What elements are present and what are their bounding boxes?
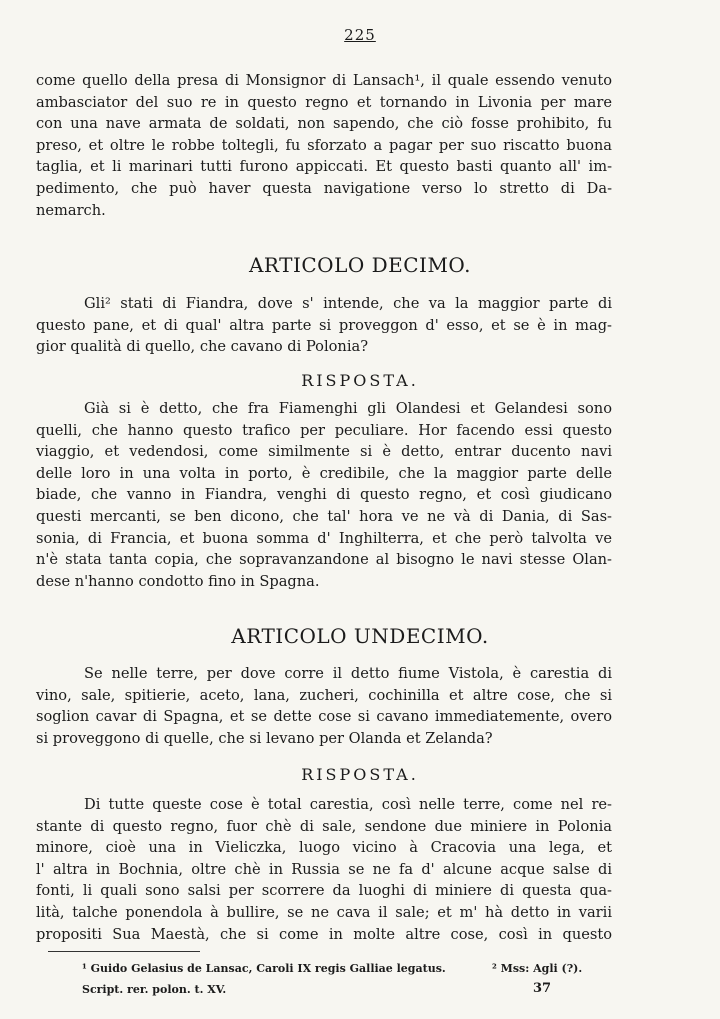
footnote-1: ¹ Guido Gelasius de Lansac, Caroli IX regis Galliae legatus.	[82, 962, 446, 975]
answer-heading: RISPOSTA.	[301, 765, 419, 784]
text-line: pedimento, che può haver questa navigatione verso lo stretto di Da-	[36, 179, 612, 197]
text-line: preso, et oltre le robbe toltegli, fu sforzato a pagar per suo riscatto buona	[36, 136, 612, 154]
text-line: gior qualità di quello, che cavano di Polonia?	[36, 338, 369, 356]
text-line: viaggio, et vedendosi, come similmente si è detto, entrar ducento navi	[36, 443, 612, 461]
answer-paragraph	[36, 398, 612, 592]
text-line: Già si è detto, che fra Fiamenghi gli Olandesi et Gelandesi sono	[84, 400, 612, 417]
text-line: dese n'hanno condotto fino in Spagna.	[36, 572, 320, 590]
text-line: Gli² stati di Fiandra, dove s' intende, che va la maggior parte di	[84, 295, 612, 312]
text-line: stante di questo regno, fuor chè di sale, sendone due miniere in Polonia	[36, 817, 612, 835]
page-number: 225	[344, 26, 376, 44]
text-line: ambasciator del suo re in questo regno et tornando in Livonia per mare	[36, 93, 612, 111]
answer-heading: RISPOSTA.	[301, 371, 419, 390]
text-line: minore, cioè una in Vieliczka, luogo vicino à Cracovia una lega, et	[36, 839, 612, 857]
text-line: biade, che vanno in Fiandra, venghi di questo regno, et così giudicano	[36, 486, 612, 504]
footnote-rule	[48, 951, 200, 952]
section-heading-undecimo: ARTICOLO UNDECIMO.	[231, 624, 489, 648]
text-line: Se nelle terre, per dove corre il detto fiume Vistola, è carestia di	[84, 665, 612, 682]
text-line: quelli, che hanno questo trafico per peculiare. Hor facendo essi questo	[36, 421, 612, 439]
question-paragraph	[36, 293, 612, 358]
paragraph-continuation	[36, 70, 612, 221]
text-line: propositi Sua Maestà, che si come in molte altre cose, così in questo	[36, 925, 612, 943]
text-line: taglia, et li marinari tutti furono appiccati. Et questo basti quanto all' im-	[36, 158, 612, 176]
text-line: come quello della presa di Monsignor di Lansach¹, il quale essendo venuto	[36, 72, 612, 89]
text-line: questi mercanti, se ben dicono, che tal' hora ve ne và di Dania, di Sas-	[36, 507, 612, 525]
text-line: con una nave armata de soldati, non sapendo, che ciò fosse prohibito, fu	[36, 115, 612, 133]
text-line: sonia, di Francia, et buona somma d' Inghilterra, et che però talvolta ve	[36, 529, 612, 547]
text-line: nemarch.	[36, 201, 106, 219]
answer-paragraph	[36, 794, 612, 945]
text-line: si proveggono di quelle, che si levano per Olanda et Zelanda?	[36, 729, 493, 747]
text-line: n'è stata tanta copia, che sopravanzandone al bisogno le navi stesse Olan-	[36, 551, 612, 569]
footnote-2: ² Mss: Agli (?).	[492, 962, 583, 975]
text-line: vino, sale, spitierie, aceto, lana, zucheri, cochinilla et altre cose, che si	[36, 686, 612, 704]
footnote-1-source: Script. rer. polon. t. XV.	[82, 983, 227, 996]
section-heading-decimo: ARTICOLO DECIMO.	[248, 253, 472, 277]
text-line: soglion cavar di Spagna, et se dette cose si cavano immediatemente, overo	[36, 708, 612, 726]
text-line: delle loro in una volta in porto, è credibile, che la maggior parte delle	[36, 464, 612, 482]
text-line: questo pane, et di qual' altra parte si proveggon d' esso, et se è in mag-	[36, 316, 612, 334]
text-line: l' altra in Bochnia, oltre chè in Russia se ne fa d' alcune acque salse di	[36, 860, 612, 878]
question-paragraph	[36, 663, 612, 749]
text-line: fonti, li quali sono salsi per scorrere da luoghi di miniere di questa qua-	[36, 882, 612, 900]
text-line: Di tutte queste cose è total carestia, così nelle terre, come nel re-	[84, 796, 612, 813]
text-line: lità, talche ponendola à bullire, se ne cava il sale; et m' hà detto in varii	[36, 903, 612, 921]
signature-mark: 37	[533, 981, 552, 996]
